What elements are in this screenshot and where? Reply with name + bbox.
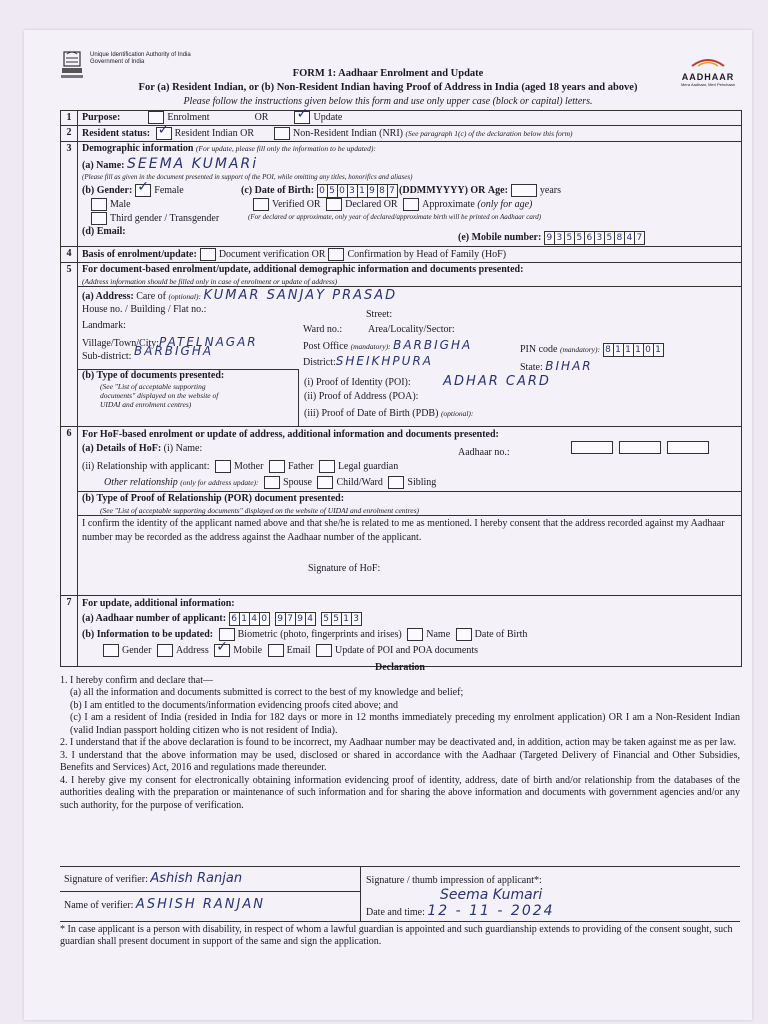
enrolment-label: Enrolment — [167, 111, 210, 123]
hof-confirmation-checkbox[interactable] — [328, 248, 344, 261]
update-name-label: Name — [426, 628, 451, 640]
digit-box: 3 — [594, 231, 605, 245]
nri-label: Non-Resident Indian (NRI) — [293, 127, 403, 139]
form-paper — [24, 30, 752, 1020]
mother-checkbox[interactable] — [215, 460, 231, 473]
digit-box: 3 — [554, 231, 565, 245]
documents-note-1: (See "List of acceptable supporting — [100, 382, 206, 391]
email-label: (d) Email: — [82, 226, 126, 237]
info-to-update-label: (b) Information to be updated: — [82, 628, 214, 640]
digit-box: 1 — [633, 343, 644, 357]
or-label: OR — [254, 111, 269, 123]
applicant-aadhaar-field[interactable] — [229, 613, 361, 624]
resident-status-label: Resident status: — [82, 127, 151, 139]
hof-signature-label: Signature of HoF: — [308, 563, 381, 574]
datetime-label: Date and time: — [366, 907, 425, 918]
declaration-p4: 4. I hereby give my consent for electronically obtaining information evidencing proof of identity, address, date of birth and/or relationship from the databases of the authorities dealing with the preparation or maintenance of such information and for sharing the above information and documents with government agencies and/or any such authority, for the purpose of verification. — [60, 774, 740, 811]
or-label: OR — [240, 127, 255, 139]
care-of-label: Care of — [136, 291, 166, 302]
digit-box: 4 — [624, 231, 635, 245]
pin-label: PIN code — [520, 344, 558, 355]
declaration — [60, 662, 740, 812]
name-label: (a) Name: — [82, 160, 125, 171]
hof-details-label: (a) Details of HoF: — [82, 443, 162, 454]
hof-confirmation-text: I confirm the identity of the applicant named above and that she/he is related to me as mentioned. I hereby consent that the address recorded against my Aadhaar number may be recorded as the address against the Aadhaar number of the applicant. — [82, 518, 725, 543]
sibling-checkbox[interactable] — [388, 476, 404, 489]
section-5-document-based — [61, 263, 741, 427]
child-ward-checkbox[interactable] — [317, 476, 333, 489]
biometric-label: Biometric (photo, fingerprints and irises) — [237, 628, 402, 640]
landmark-label: Landmark: — [82, 320, 126, 331]
digit-box: 1 — [341, 612, 352, 626]
form-title: FORM 1: Aadhaar Enrolment and Update — [292, 68, 484, 79]
name-value[interactable]: SEEMA KUMARi — [126, 156, 259, 172]
digit-box: 7 — [634, 231, 645, 245]
section-number: 1 — [61, 111, 78, 125]
applicant-signature[interactable]: Seema Kumari — [440, 887, 543, 903]
dob-field[interactable] — [317, 185, 397, 196]
section-2-resident-status — [61, 126, 741, 142]
declaration-a: (a) all the information and documents submitted is correct to the best of my knowledge and belief; — [70, 687, 464, 698]
update-gender-checkbox[interactable] — [103, 644, 119, 657]
digit-box: 3 — [347, 184, 358, 198]
org-name — [90, 52, 191, 66]
state-label: State: — [520, 362, 543, 373]
state-value[interactable]: BIHAR — [545, 359, 593, 373]
section-number: 3 — [61, 142, 78, 246]
verified-label: Verified OR — [272, 198, 321, 210]
verifier-name-label: Name of verifier: — [64, 900, 134, 911]
poi-value[interactable]: ADHAR CARD — [443, 374, 551, 389]
other-relationship-note: (only for address update): — [180, 477, 259, 487]
post-office-mandatory: (mandatory): — [350, 342, 391, 351]
years-label: years — [539, 185, 562, 196]
section-3-demographic — [61, 142, 741, 247]
update-dob-checkbox[interactable] — [456, 628, 472, 641]
village-value[interactable]: PATELNAGAR — [159, 335, 258, 349]
document-based-label: For document-based enrolment/update, additional demographic information and documents presented: — [82, 264, 524, 275]
update-info-label: For update, additional information: — [82, 598, 235, 609]
legal-guardian-label: Legal guardian — [337, 460, 399, 472]
post-office-value[interactable]: BARBIGHA — [393, 338, 473, 352]
section-4-basis — [61, 247, 741, 263]
dob-format: (DDMMYYYY) OR — [399, 185, 486, 196]
update-checkbox[interactable] — [294, 111, 310, 124]
digit-box: 1 — [653, 343, 664, 357]
dob-note: (For declared or approximate, only year of declared/approximate birth will be printed on Aadhaar card) — [248, 213, 542, 221]
digit-box: 5 — [564, 231, 575, 245]
verifier-name[interactable]: ASHISH RANJAN — [135, 897, 265, 912]
document-verification-checkbox[interactable] — [200, 248, 216, 261]
digit-box: 0 — [317, 184, 328, 198]
approximate-label: Approximate — [422, 198, 475, 210]
digit-box: 1 — [357, 184, 368, 198]
area-label: Area/Locality/Sector: — [368, 324, 455, 335]
poa-label: (ii) Proof of Address (POA): — [304, 391, 419, 402]
aadhaar-sun-icon — [688, 57, 728, 67]
pin-field[interactable] — [603, 344, 663, 355]
mother-label: Mother — [233, 460, 264, 472]
declared-checkbox[interactable] — [326, 198, 342, 211]
footnote: * In case applicant is a person with disability, in respect of whom a lawful guardian is appointed and such guardianship extends to providing of the consent sought, such guardian shall present document in support of the same and sign the application. — [60, 924, 733, 947]
digit-box: 4 — [305, 612, 316, 626]
digit-box: 0 — [337, 184, 348, 198]
signature-block — [60, 866, 740, 922]
age-field[interactable] — [511, 184, 537, 197]
male-label: Male — [110, 198, 131, 210]
child-ward-label: Child/Ward — [336, 476, 383, 488]
third-gender-checkbox[interactable] — [91, 212, 107, 225]
digit-box: 7 — [285, 612, 296, 626]
house-label: House no. / Building / Flat no.: — [82, 304, 207, 315]
verifier-signature-label: Signature of verifier: — [64, 874, 148, 885]
father-label: Father — [287, 460, 314, 472]
digit-box: 5 — [604, 231, 615, 245]
mobile-field[interactable] — [544, 232, 644, 243]
datetime-value[interactable]: 12 - 11 - 2024 — [427, 903, 555, 919]
relationship-label: (ii) Relationship with applicant: — [82, 460, 210, 472]
other-relationship-label: Other relationship — [104, 476, 178, 488]
section-number: 2 — [61, 126, 78, 141]
name-note: (Please fill as given in the document presented in support of the POI, while omitting any titles, honorifics and aliases) — [82, 173, 413, 181]
poi-label: (i) Proof of Identity (POI): — [304, 377, 411, 388]
post-office-label: Post Office — [303, 341, 349, 352]
update-name-checkbox[interactable] — [407, 628, 423, 641]
sibling-label: Sibling — [407, 476, 437, 488]
digit-box: 8 — [377, 184, 388, 198]
gender-label: (b) Gender: — [82, 184, 133, 196]
digit-box: 5 — [321, 612, 332, 626]
digit-box: 8 — [603, 343, 614, 357]
section-7-update — [61, 596, 741, 666]
legal-guardian-checkbox[interactable] — [319, 460, 335, 473]
declaration-b: (b) I am entitled to the documents/information evidencing proofs cited above; and — [70, 699, 398, 711]
male-checkbox[interactable] — [91, 198, 107, 211]
purpose-label: Purpose: — [82, 111, 121, 123]
digit-box: 1 — [239, 612, 250, 626]
org-line-2: Government of India — [90, 59, 145, 65]
hof-section-label: For HoF-based enrolment or update of address, additional information and documents presented: — [82, 429, 499, 440]
update-email-checkbox[interactable] — [268, 644, 284, 657]
update-gender-label: Gender — [122, 644, 152, 656]
third-gender-label: Third gender / Transgender — [110, 212, 220, 224]
por-note: (See "List of acceptable supporting documents" displayed on the website of UIDAI and enrolment centres) — [100, 506, 420, 515]
update-dob-label: Date of Birth — [474, 628, 528, 640]
digit-box: 1 — [623, 343, 634, 357]
spouse-label: Spouse — [283, 476, 312, 488]
dob-label: (c) Date of Birth: — [241, 185, 315, 196]
declaration-p1: 1. I hereby confirm and declare that— — [60, 674, 213, 686]
digit-box: 6 — [584, 231, 595, 245]
address-note: (Address information should be filled only in case of enrolment or update of address) — [82, 277, 338, 286]
update-label: Update — [313, 111, 343, 123]
section-number: 4 — [61, 247, 78, 262]
documents-note-3: UIDAI and enrolment centres) — [100, 400, 192, 409]
update-address-checkbox[interactable] — [157, 644, 173, 657]
pin-mandatory: (mandatory): — [560, 345, 600, 354]
documents-note-2: documents" displayed on the website of — [100, 391, 219, 400]
subdistrict-label: Sub-district: — [82, 351, 132, 362]
age-label: Age: — [487, 185, 508, 196]
por-label: (b) Type of Proof of Relationship (POR) document presented: — [82, 493, 345, 504]
father-checkbox[interactable] — [269, 460, 285, 473]
approximate-checkbox[interactable] — [403, 198, 419, 211]
digit-box: 6 — [229, 612, 240, 626]
form-instruction: Please follow the instructions given below this form and use only upper case (block or capital) letters. — [183, 96, 593, 107]
district-label: District: — [303, 357, 336, 368]
section-number: 5 — [61, 263, 78, 426]
hof-confirmation-label: Confirmation by Head of Family (HoF) — [347, 248, 507, 260]
digit-box: 0 — [643, 343, 654, 357]
village-label: Village/Town/City: — [82, 338, 160, 349]
declaration-p2: 2. I understand that if the above declaration is found to be incorrect, my Aadhaar number may be deactivated and, in addition, action may be taken against me as per law. — [60, 737, 737, 748]
hof-aadhaar-field[interactable] — [568, 441, 712, 454]
female-checkbox[interactable] — [135, 184, 151, 197]
digit-box: 5 — [574, 231, 585, 245]
digit-box: 3 — [351, 612, 362, 626]
documents-label: (b) Type of documents presented: — [82, 370, 225, 381]
subdistrict-value[interactable]: BARBIGHA — [134, 344, 214, 358]
update-poi-poa-label: Update of POI and POA documents — [335, 644, 479, 656]
hof-aadhaar-label: Aadhaar no.: — [458, 447, 510, 458]
aadhaar-brand: AADHAAR — [681, 72, 735, 82]
update-mobile-checkbox[interactable] — [214, 644, 230, 657]
digit-box: 8 — [614, 231, 625, 245]
update-mobile-label: Mobile — [233, 644, 263, 656]
applicant-aadhaar-label: (a) Aadhaar number of applicant: — [82, 613, 227, 624]
pdb-label: (iii) Proof of Date of Birth (PDB) — [304, 408, 439, 419]
mobile-label: (e) Mobile number: — [458, 232, 542, 243]
section-number: 7 — [61, 596, 78, 666]
section-6-hof — [61, 427, 741, 596]
spouse-checkbox[interactable] — [264, 476, 280, 489]
female-label: Female — [154, 184, 184, 196]
update-address-label: Address — [175, 644, 209, 656]
pdb-optional: (optional): — [440, 409, 474, 418]
declaration-p3: 3. I understand that the above information may be used, disclosed or shared in accordance with the Aadhaar (Targeted Delivery of Financial and Other Subsidies, Benefits and Services) Act, 2016 and regulations made thereunder. — [60, 749, 740, 773]
care-of-optional: (optional): — [168, 292, 201, 301]
org-line-1: Unique Identification Authority of India — [90, 52, 191, 58]
digit-box: 9 — [295, 612, 306, 626]
document-verification-label: Document verification OR — [218, 248, 326, 260]
resident-indian-label: Resident Indian — [174, 127, 238, 139]
digit-box: 5 — [331, 612, 342, 626]
digit-box: 9 — [544, 231, 555, 245]
form-header — [24, 30, 752, 110]
form-subtitle: For (a) Resident Indian, or (b) Non-Resident Indian having Proof of Address in India (aged 18 years and above) — [138, 82, 638, 93]
nri-note: (See paragraph 1(c) of the declaration below this form) — [405, 128, 573, 138]
verifier-signature[interactable]: Ashish Ranjan — [150, 871, 243, 886]
demographic-note: (For update, please fill only the information to be updated): — [195, 144, 376, 153]
form-table — [60, 110, 742, 667]
resident-indian-checkbox[interactable] — [156, 127, 172, 140]
address-label: (a) Address: — [82, 291, 134, 302]
ward-label: Ward no.: — [303, 324, 343, 335]
aadhaar-tagline: Mera Aadhaar, Meri Pehchaan — [680, 82, 736, 87]
approximate-note: (only for age) — [477, 198, 533, 210]
hof-name-label: (i) Name: — [163, 443, 203, 454]
digit-box: 7 — [387, 184, 398, 198]
digit-box: 4 — [249, 612, 260, 626]
digit-box: 9 — [367, 184, 378, 198]
district-value[interactable]: SHEIKHPURA — [335, 354, 434, 368]
applicant-signature-label: Signature / thumb impression of applicant*: — [366, 875, 542, 886]
digit-box: 9 — [275, 612, 286, 626]
digit-box: 0 — [259, 612, 270, 626]
digit-box: 1 — [613, 343, 624, 357]
declared-label: Declared OR — [345, 198, 398, 210]
declaration-c: (c) I am a resident of India (resided in India for 182 days or more in 12 months immediately preceding my enrolment application) OR I am a Non-Resident Indian (valid Indian passport holding citizen who is not resident of India). — [70, 712, 740, 736]
basis-label: Basis of enrolment/update: — [82, 248, 197, 260]
declaration-heading: Declaration — [375, 662, 425, 673]
update-email-label: Email — [286, 644, 311, 656]
verified-checkbox[interactable] — [253, 198, 269, 211]
street-label: Street: — [366, 309, 393, 320]
care-of-value[interactable]: KUMAR SANJAY PRASAD — [203, 288, 398, 303]
demographic-label: Demographic information — [82, 143, 194, 154]
section-number: 6 — [61, 427, 78, 595]
digit-box: 5 — [327, 184, 338, 198]
update-poi-poa-checkbox[interactable] — [316, 644, 332, 657]
nri-checkbox[interactable] — [274, 127, 290, 140]
